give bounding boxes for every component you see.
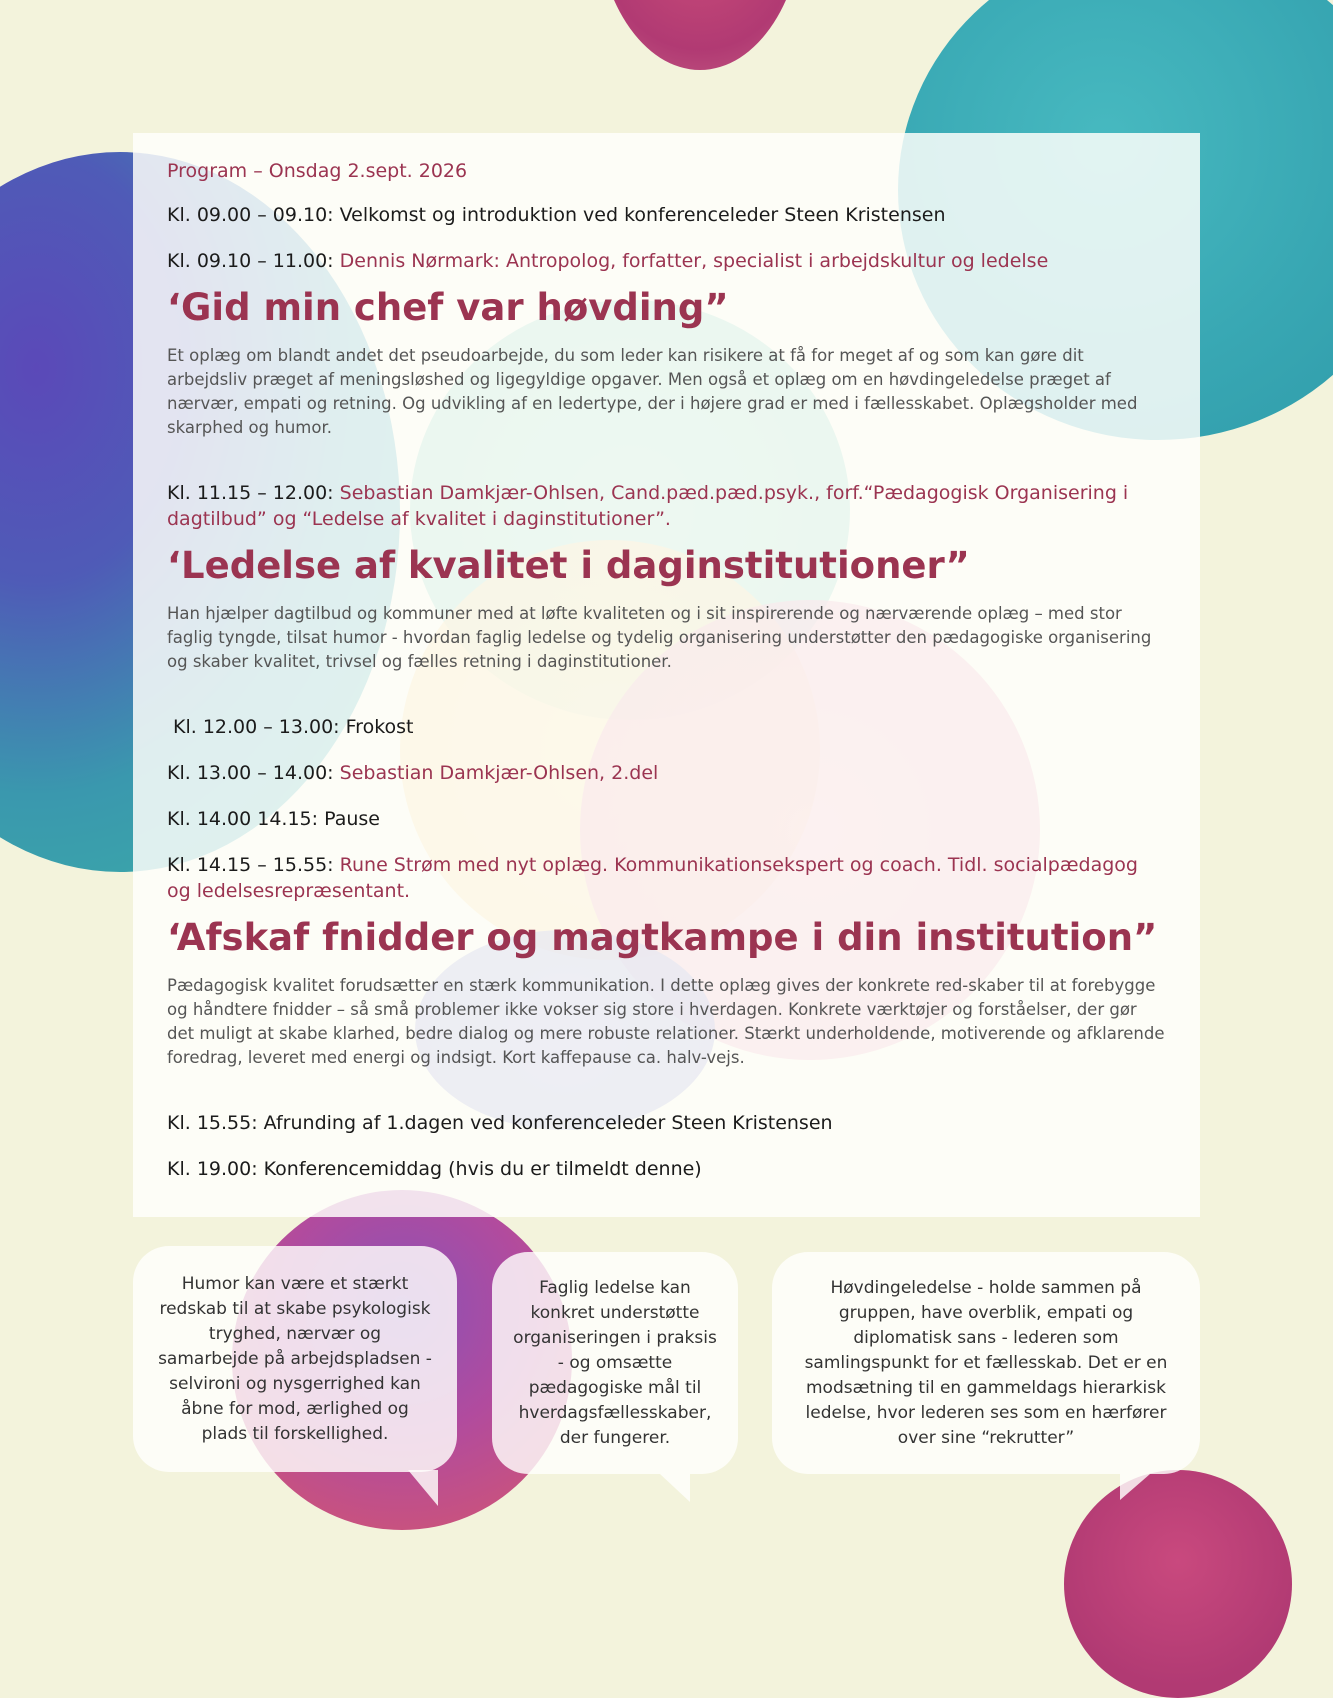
talk-headline: ‘Ledelse af kvalitet i daginstitutioner” [167,544,970,587]
decor-circle-top [596,0,804,70]
talk-description: Han hjælper dagtilbud og kommuner med at løfte kvaliteten og i sit inspirerende og nærværende oplæg – med stor faglig tyngde, tilsat humor - hvordan faglig ledelse og tydelig organisering understøtter den pædagogiske organisering og skaber kvalitet, trivsel og fælles retning i daginstitutioner. [167,604,1152,671]
agenda-item: Kl. 12.00 – 13.00: Frokost [173,716,414,738]
quote-text: Høvdingeledelse - holde sammen på gruppen, have overblik, empati og diplomatisk sans - lederen som samlingspunkt for et fællesskab. Det er en modsætning til en gammeldags hierarkisk ledelse, hvor lederen ses som en hærfører over sine “rekrutter” [804,1277,1168,1448]
quote-bubble-humor [133,1246,457,1472]
talk-headline: ‘Gid min chef var høvding” [167,286,729,329]
agenda-item: Kl. 09.00 – 09.10: Velkomst og introduktion ved konferenceleder Steen Kristensen [167,204,946,226]
agenda-item: Kl. 14.00 14.15: Pause [167,808,380,830]
talk-description: Et oplæg om blandt andet det pseudoarbejde, du som leder kan risikere at få for meget af og som kan gøre dit arbejdsliv præget af meningsløshed og ligegyldige opgaver. Men også et oplæg om en høvdingeledelse præget af nærvær, empati og retning. Og udvikling af en ledertype, der i højere grad er med i fællesskabet. Oplægsholder med skarphed og humor. [167,346,1138,437]
agenda-item: Kl. 11.15 – 12.00: Sebastian Damkjær-Ohlsen, Cand.pæd.pæd.psyk., forf.“Pædagogisk Organisering i dagtilbud” og “Ledelse af kvalitet i daginstitutioner”. [167,482,1129,530]
quote-text: Faglig ledelse kan konkret understøtte organiseringen i praksis - og omsætte pædagogiske mål til hverdagsfællesskaber, der fungerer. [513,1277,717,1448]
agenda-item: Kl. 19.00: Konferencemiddag (hvis du er tilmeldt denne) [167,1158,702,1180]
quote-bubble-hovding [772,1252,1200,1474]
bubble-tail [660,1474,690,1502]
talk-headline: ‘Afskaf fnidder og magtkampe i din institution” [167,916,1158,959]
agenda-item: Kl. 09.10 – 11.00: Dennis Nørmark: Antropolog, forfatter, specialist i arbejdskultur og ledelse [167,250,1049,272]
bubble-tail [1120,1474,1150,1500]
decor-circle-bottom-right [1064,1470,1292,1698]
quote-bubble-faglig [492,1252,738,1474]
agenda-item: Kl. 15.55: Afrunding af 1.dagen ved konferenceleder Steen Kristensen [167,1112,833,1134]
talk-description: Pædagogisk kvalitet forudsætter en stærk kommunikation. I dette oplæg gives der konkrete red-skaber til at forebygge og håndtere fnidder – så små problemer ikke vokser sig store i hverdagen. Konkrete værktøjer og forståelser, der gør det muligt at skabe klarhed, bedre dialog og mere robuste relationer. Stærkt underholdende, motiverende og afklarende foredrag, leveret med energi og indsigt. Kort kaffepause ca. halv-vejs. [167,976,1165,1067]
program-content [167,160,1167,1202]
agenda-item: Kl. 13.00 – 14.00: Sebastian Damkjær-Ohlsen, 2.del [167,762,659,784]
program-title: Program – Onsdag 2.sept. 2026 [167,160,468,182]
quote-text: Humor kan være et stærkt redskab til at skabe psykologisk tryghed, nærvær og samarbejde på arbejdspladsen - selvironi og nysgerrighed kan åbne for mod, ærlighed og plads til forskellighed. [158,1273,432,1444]
agenda-item: Kl. 14.15 – 15.55: Rune Strøm med nyt oplæg. Kommunikationsekspert og coach. Tidl. socialpædagog og ledelsesrepræsentant. [167,854,1138,902]
bubble-tail [408,1470,438,1506]
